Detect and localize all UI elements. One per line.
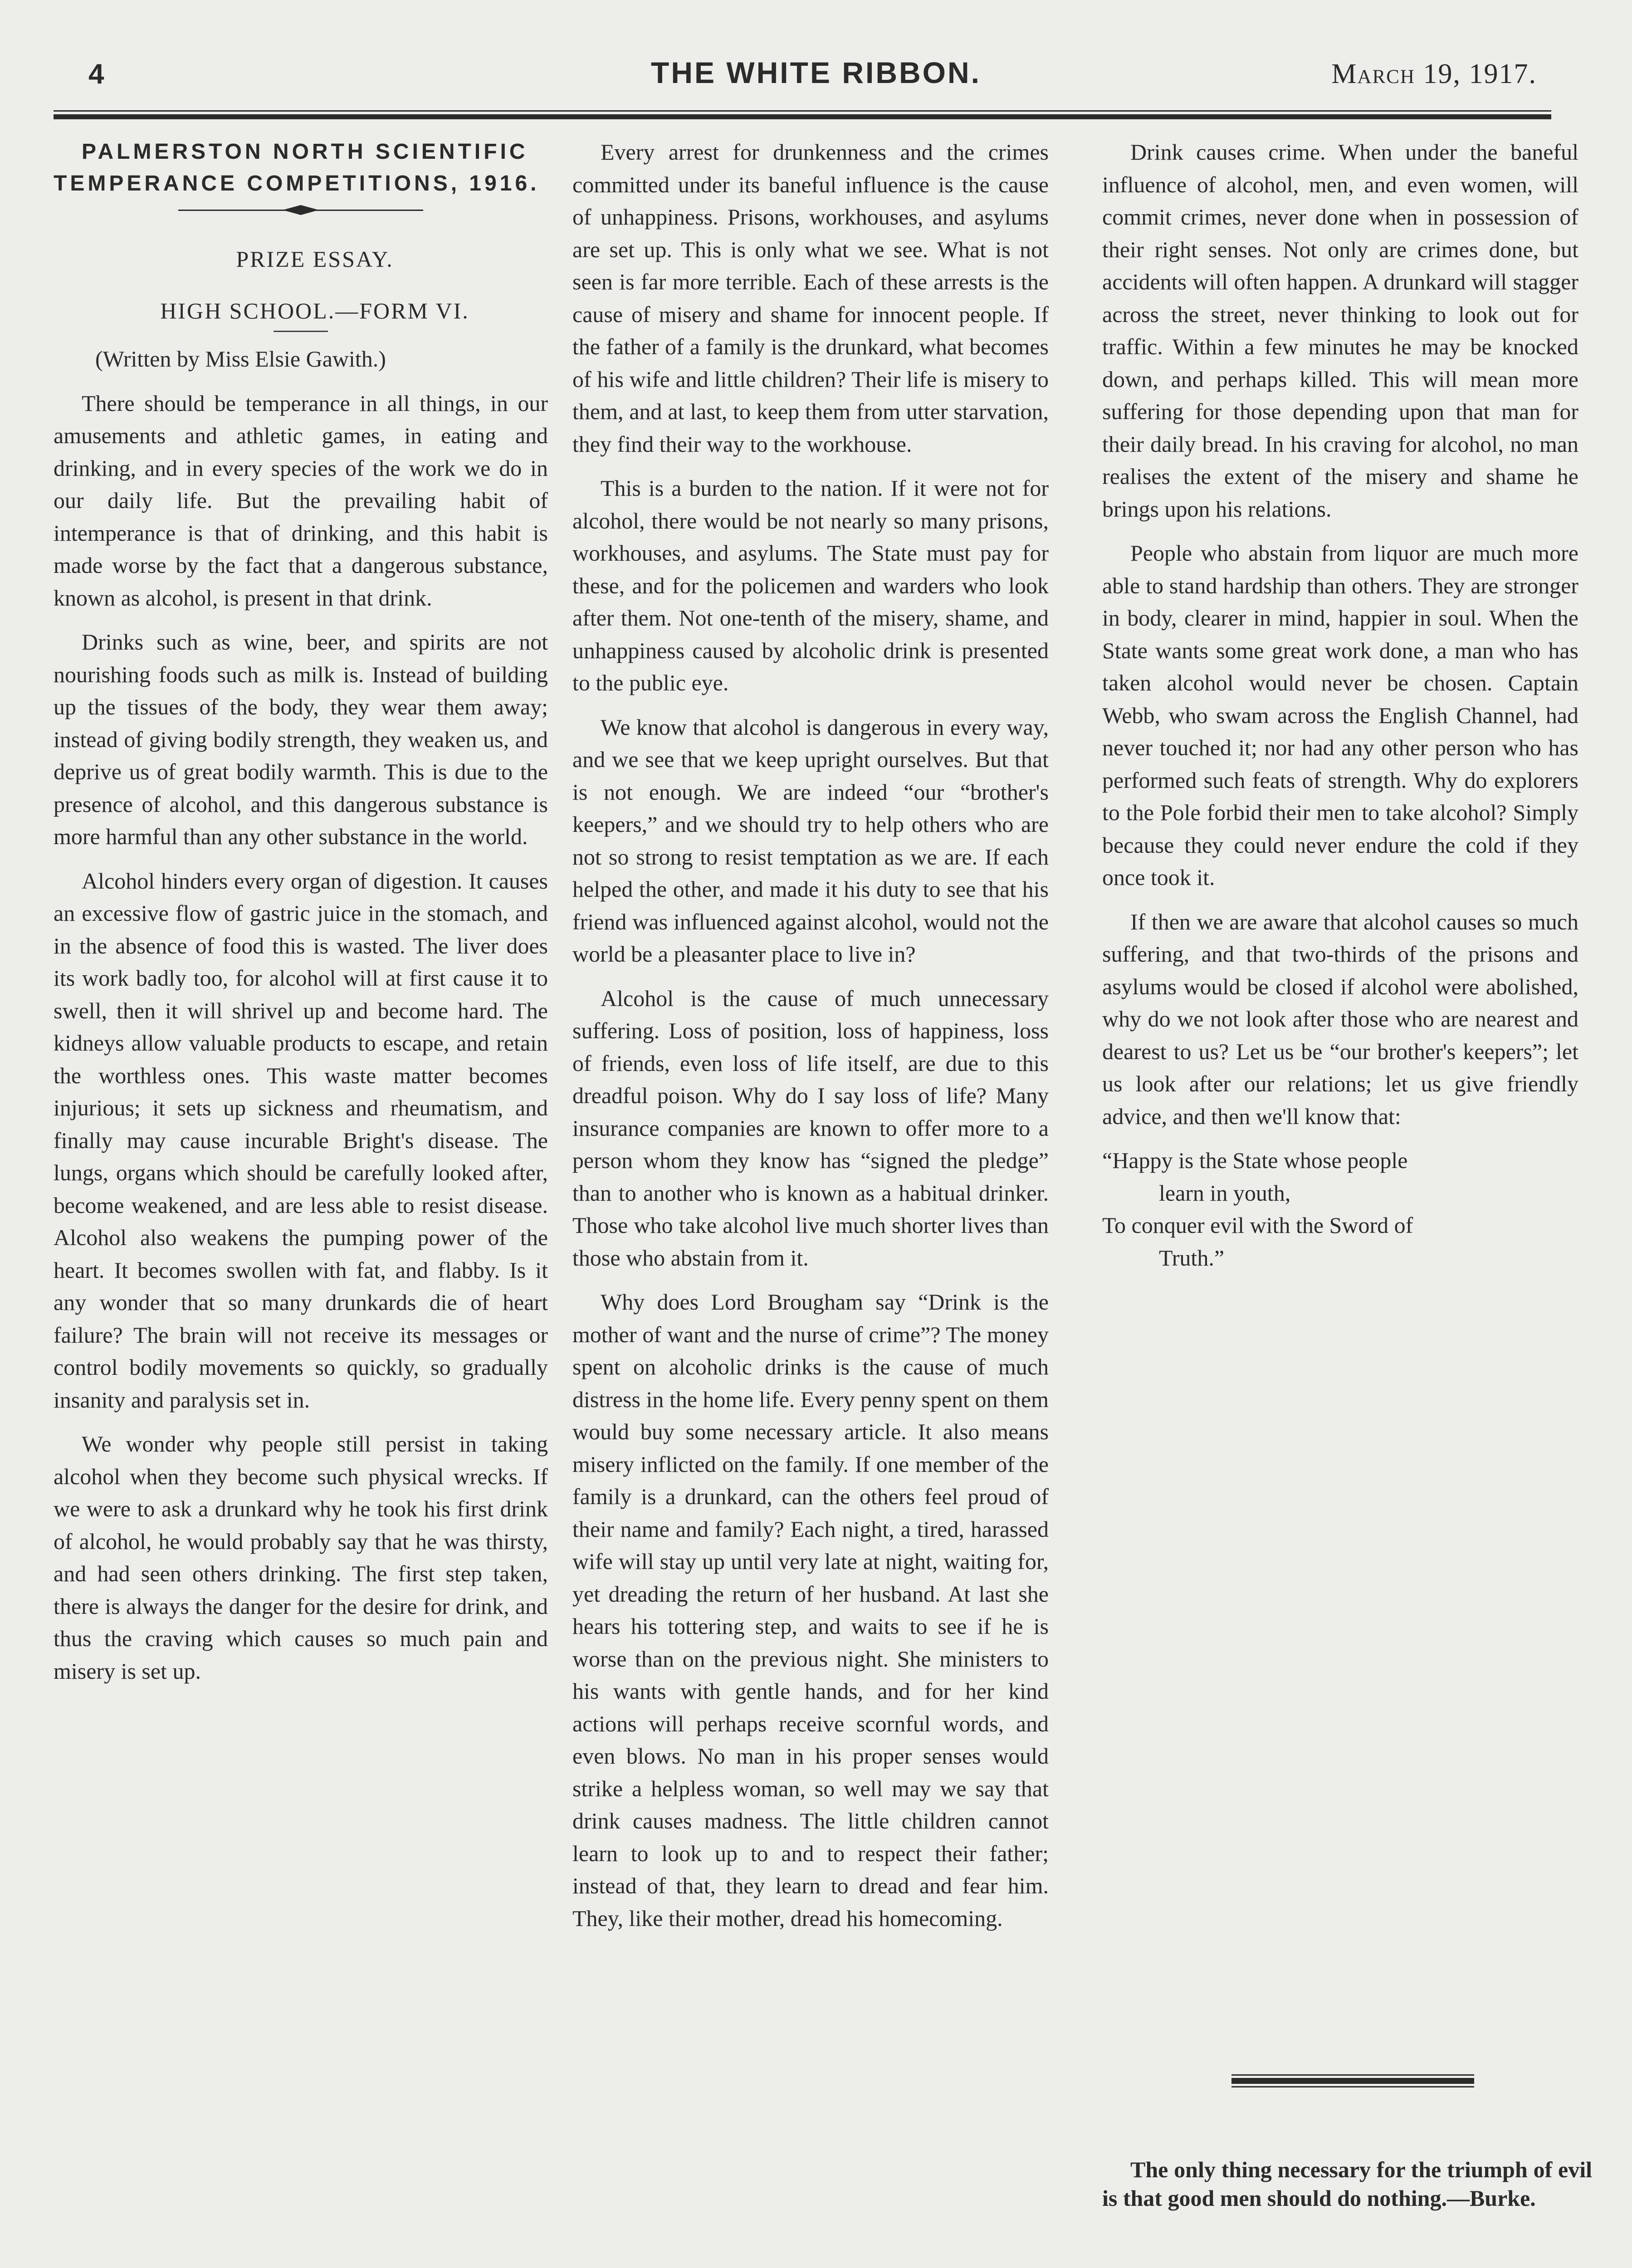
column-2 [572,136,1049,1935]
byline: (Written by Miss Elsie Gawith.) [95,346,386,371]
verse-line: learn in youth, [1159,1180,1291,1206]
header-rule-thick [54,114,1551,119]
essay-subheading: PRIZE ESSAY. [236,246,394,272]
short-divider [274,331,328,332]
article-paragraph: Every arrest for drunkenness and the crimes committed under its baneful influence is the cause of unhappiness. Prisons, workhouses, and asylums are set up. This is only what we see. What is not seen is far more terrible. Each of these arrests is the cause of misery and shame for innocent people. If the father of a family is the drunkard, what becomes of his wife and little children? Their life is misery to them, and at last, to keep them from utter starvation, they find their way to the workhouse. [572,139,1049,457]
article-end-rule [1231,2074,1474,2088]
article-paragraph: Alcohol is the cause of much unnecessary suffering. Loss of position, loss of happiness, loss of friends, even loss of life itself, are due to this dreadful poison. Why do I say loss of life? Many insurance companies are known to offer more to a person whom they know has “signed the pledge” than to another who is known as a habitual drinker. Those who take alcohol live much shorter lives than those who abstain from it. [572,985,1049,1271]
article-paragraph: Drink causes crime. When under the baneful influence of alcohol, men, and even women, will commit crimes, never done when in possession of their right senses. Not only are crimes done, but accidents will often happen. A drunkard will stagger across the street, never thinking to look out for traffic. Within a few minutes he may be knocked down, and perhaps killed. This will mean more suffering for those depending upon that man for their daily bread. In his craving for alcohol, no man realises the extent of the misery and shame he brings upon his relations. [1102,139,1578,522]
article-paragraph: We know that alcohol is dangerous in every way, and we see that we keep upright ourselves. But that is not enough. We are indeed “our “brother's keepers,” and we should try to help others who are not so strong to resist temptation as we are. If each helped the other, and made it his duty to see that his friend was influenced against alcohol, would not the world be a pleasanter place to live in? [572,714,1049,967]
publication-title: THE WHITE RIBBON. [651,56,981,89]
issue-date: March 19, 1917. [1331,59,1537,89]
burke-quote: The only thing necessary for the triumph of evil is that good men should do nothing.—Burke. [1102,2157,1592,2211]
school-heading: HIGH SCHOOL.—FORM VI. [160,298,469,323]
column-3 [1102,136,1578,1274]
header-rule-thin [54,110,1551,112]
dash-ornament [178,204,423,216]
article-paragraph: Alcohol hinders every organ of digestion. It causes an excessive flow of gastric juice in the stomach, and in the absence of food this is wasted. The liver does its work badly too, for alcohol will at first cause it to swell, then it will shrivel up and become hard. The kidneys allow valuable products to escape, and retain the worthless ones. This waste matter becomes injurious; it sets up sickness and rheumatism, and finally may cause incurable Bright's disease. The lungs, organs which should be carefully looked after, become weakened, and are less able to resist disease. Alcohol also weakens the pumping power of the heart. It becomes swollen with fat, and flabby. Is it any wonder that so many drunkards die of heart failure? The brain will not receive its messages or control bodily movements so quickly, so gradually insanity and paralysis set in. [54,868,548,1413]
verse-line: “Happy is the State whose people [1102,1148,1408,1173]
article-headline: PALMERSTON NORTH SCIENTIFIC TEMPERANCE COMPETITIONS, 1916. [54,140,540,196]
article-paragraph: Drinks such as wine, beer, and spirits are not nourishing foods such as milk is. Instead of building up the tissues of the body, they wear them away; instead of giving bodily strength, they weaken us, and deprive us of great bodily warmth. This is due to the presence of alcohol, and this dangerous substance is more harmful than any other substance in the world. [54,629,548,849]
article-paragraph: We wonder why people still persist in taking alcohol when they become such physical wrecks. If we were to ask a drunkard why he took his first drink of alcohol, he would probably say that he was thirsty, and had seen others drinking. The first step taken, there is always the danger for the desire for drink, and thus the craving which causes so much pain and misery is set up. [54,1431,548,1684]
article-paragraph: There should be temperance in all things, in our amusements and athletic games, in eating and drinking, and in every species of the work we do in our daily life. But the prevailing habit of intemperance is that of drinking, and this habit is made worse by the fact that a dangerous substance, known as alcohol, is present in that drink. [54,390,548,611]
article-paragraph: Why does Lord Brougham say “Drink is the mother of want and the nurse of crime”? The money spent on alcoholic drinks is the cause of much distress in the home life. Every penny spent on them would buy some necessary article. It also means misery inflicted on the family. If one member of the family is a drunkard, can the others feel proud of their name and family? Each night, a tired, harassed wife will stay up until very late at night, waiting for, yet dreading the return of her husband. At last she hears his tottering step, and waits to see if he is worse than on the previous night. She ministers to his wants with gentle hands, and for her kind actions will perhaps receive scornful words, and even blows. No man in his proper senses would strike a helpless woman, so well may we say that drink causes madness. The little children cannot learn to look up to and to respect their father; instead of that, they learn to dread and fear him. They, like their mother, dread his homecoming. [572,1289,1049,1931]
column-1 [54,136,548,1687]
article-paragraph: If then we are aware that alcohol causes so much suffering, and that two-thirds of the prisons and asylums would be closed if alcohol were abolished, why do we not look after those who are nearest and dearest to us? Let us be “our brother's keepers”; let us look after our relations; let us give friendly advice, and then we'll know that: [1102,909,1578,1129]
verse-line: To conquer evil with the Sword of [1102,1212,1413,1238]
article-paragraph: People who abstain from liquor are much more able to stand hardship than others. They are stronger in body, clearer in mind, happier in soul. When the State wants some great work done, a man who has taken alcohol would never be chosen. Captain Webb, who swam across the English Channel, had never touched it; nor had any other person who has performed such feats of strength. Why do explorers to the Pole forbid their men to take alcohol? Simply because they could never endure the cold if they once took it. [1102,540,1578,890]
closing-verse [1102,1144,1578,1274]
verse-line: Truth.” [1159,1245,1225,1271]
article-paragraph: This is a burden to the nation. If it were not for alcohol, there would be not nearly so many prisons, workhouses, and asylums. The State must pay for these, and for the policemen and warders who look after them. Not one-tenth of the misery, shame, and unhappiness caused by alcoholic drink is presented to the public eye. [572,475,1049,695]
page-number: 4 [88,59,104,90]
